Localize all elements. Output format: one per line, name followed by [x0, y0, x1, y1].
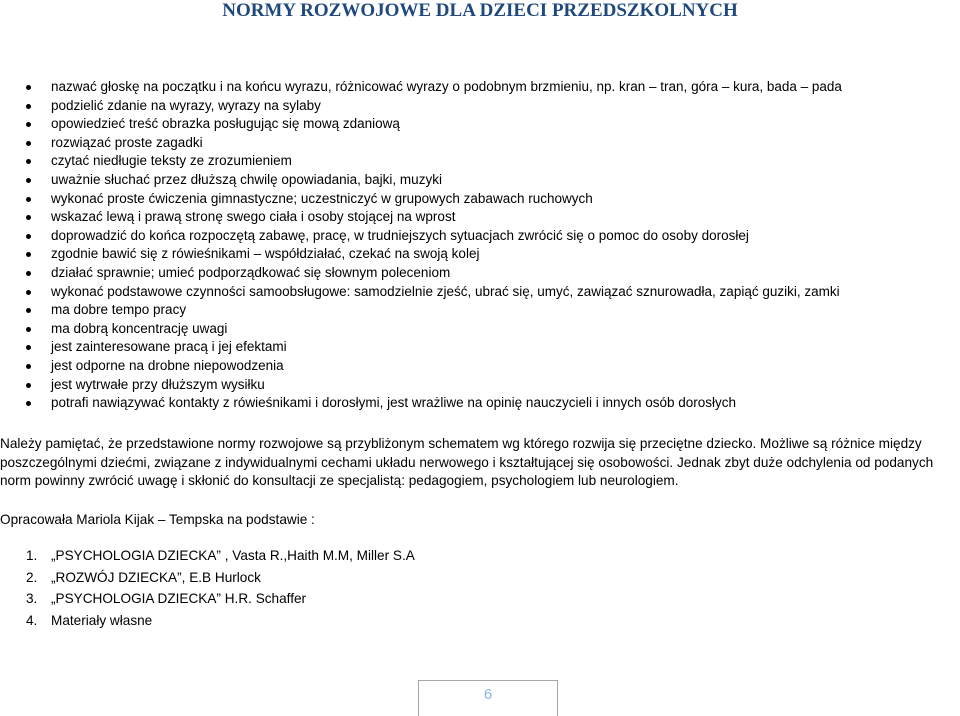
list-item — [0, 227, 842, 246]
list-item — [0, 394, 842, 413]
reference-number: 2. — [26, 569, 38, 585]
list-item-text: działać sprawnie; umieć podporządkować się słownym poleceniom — [51, 264, 451, 280]
author-line: Opracowała Mariola Kijak – Tempska na podstawie : — [0, 512, 315, 527]
list-item-text: wykonać proste ćwiczenia gimnastyczne; uczestniczyć w grupowych zabawach ruchowych — [51, 190, 593, 206]
list-item-text: ma dobrą koncentrację uwagi — [51, 320, 228, 336]
bullet-icon — [26, 364, 31, 369]
bullet-icon — [26, 327, 31, 332]
bullet-icon — [26, 345, 31, 350]
list-item — [0, 264, 842, 283]
bullet-icon — [26, 159, 31, 164]
reference-item — [0, 588, 415, 610]
document-title: NORMY ROZWOJOWE DLA DZIECI PRZEDSZKOLNYCH — [222, 0, 738, 21]
list-item — [0, 301, 842, 320]
list-item — [0, 190, 842, 209]
paragraph-line: norm powinny zwrócić uwagę i skłonić do konsultacji ze specjalistą: pedagogiem, psychologiem lub neurologiem. — [0, 473, 679, 489]
list-item — [0, 338, 842, 357]
list-item-text: zgodnie bawić się z rówieśnikami – współdziałać, czekać na swoją kolej — [51, 246, 480, 262]
reference-text: „ROZWÓJ DZIECKA”, E.B Hurlock — [51, 569, 261, 585]
list-item — [0, 115, 842, 134]
norms-bullet-list — [0, 78, 842, 413]
bullet-icon — [26, 252, 31, 257]
reference-number: 1. — [26, 548, 38, 563]
bullet-icon — [26, 122, 31, 127]
list-item-text: czytać niedługie teksty ze zrozumieniem — [51, 153, 292, 169]
reference-text: „PSYCHOLOGIA DZIECKA” , Vasta R.,Haith M.M, Miller S.A — [51, 548, 415, 563]
list-item-text: uważnie słuchać przez dłuższą chwilę opowiadania, bajki, muzyki — [51, 171, 442, 187]
paragraph-line: poszczególnymi dziećmi, związane z indywidualnymi cechami układu nerwowego i kształtującej się osobowości. Jednak zbyt duże odchylenia od podanych — [0, 454, 934, 470]
list-item-text: wykonać podstawowe czynności samoobsługowe: samodzielnie zjeść, ubrać się, umyć, zawiązać sznurowadła, zapiąć guziki, zamki — [51, 283, 840, 299]
paragraph-line: Należy pamiętać, że przedstawione normy rozwojowe są przybliżonym schematem wg którego rozwija się przeciętne dziecko. Możliwe są różnice między — [0, 436, 922, 451]
list-item — [0, 171, 842, 190]
bullet-icon — [26, 308, 31, 313]
list-item — [0, 376, 842, 395]
bullet-icon — [26, 178, 31, 183]
reference-item — [0, 567, 415, 589]
summary-paragraph — [0, 435, 960, 491]
list-item-text: podzielić zdanie na wyrazy, wyrazy na sylaby — [51, 97, 321, 113]
bullet-icon — [26, 234, 31, 239]
list-item-text: rozwiązać proste zagadki — [51, 134, 203, 150]
list-item-text: ma dobre tempo pracy — [51, 302, 187, 318]
list-item — [0, 208, 842, 227]
references-list — [0, 545, 415, 631]
list-item-text: doprowadzić do końca rozpoczętą zabawę, pracę, w trudniejszych sytuacjach zwrócić się o pomoc do osoby dorosłej — [51, 227, 749, 243]
list-item-text: jest zainteresowane pracą i jej efektami — [51, 339, 287, 355]
list-item-text: potrafi nawiązywać kontakty z rówieśnikami i dorosłymi, jest wrażliwe na opinię nauczycieli i innych osób dorosłych — [51, 395, 737, 411]
bullet-icon — [26, 197, 31, 202]
bullet-icon — [26, 104, 31, 109]
list-item — [0, 97, 842, 116]
bullet-icon — [26, 290, 31, 295]
list-item — [0, 134, 842, 153]
list-item — [0, 152, 842, 171]
reference-number: 4. — [26, 612, 38, 628]
list-item — [0, 245, 842, 264]
list-item — [0, 357, 842, 376]
page-number: 6 — [483, 686, 493, 703]
bullet-icon — [26, 141, 31, 146]
bullet-icon — [26, 383, 31, 388]
bullet-icon — [26, 215, 31, 220]
reference-text: Materiały własne — [51, 612, 153, 628]
bullet-icon — [26, 401, 31, 406]
list-item-text: nazwać głoskę na początku i na końcu wyrazu, różnicować wyrazy o podobnym brzmieniu, np. kran – tran, góra – kura, bada – pada — [51, 79, 842, 94]
list-item-text: opowiedzieć treść obrazka posługując się mową zdaniową — [51, 116, 400, 132]
list-item — [0, 283, 842, 302]
reference-item — [0, 610, 415, 632]
reference-number: 3. — [26, 591, 38, 607]
list-item — [0, 78, 842, 97]
bullet-icon — [26, 271, 31, 276]
reference-text: „PSYCHOLOGIA DZIECKA” H.R. Schaffer — [51, 591, 307, 607]
list-item — [0, 320, 842, 339]
reference-item — [0, 545, 415, 567]
list-item-text: jest odporne na drobne niepowodzenia — [51, 357, 284, 373]
list-item-text: wskazać lewą i prawą stronę swego ciała i osoby stojącej na wprost — [51, 209, 456, 225]
bullet-icon — [26, 85, 31, 90]
list-item-text: jest wytrwałe przy dłuższym wysiłku — [51, 376, 265, 392]
